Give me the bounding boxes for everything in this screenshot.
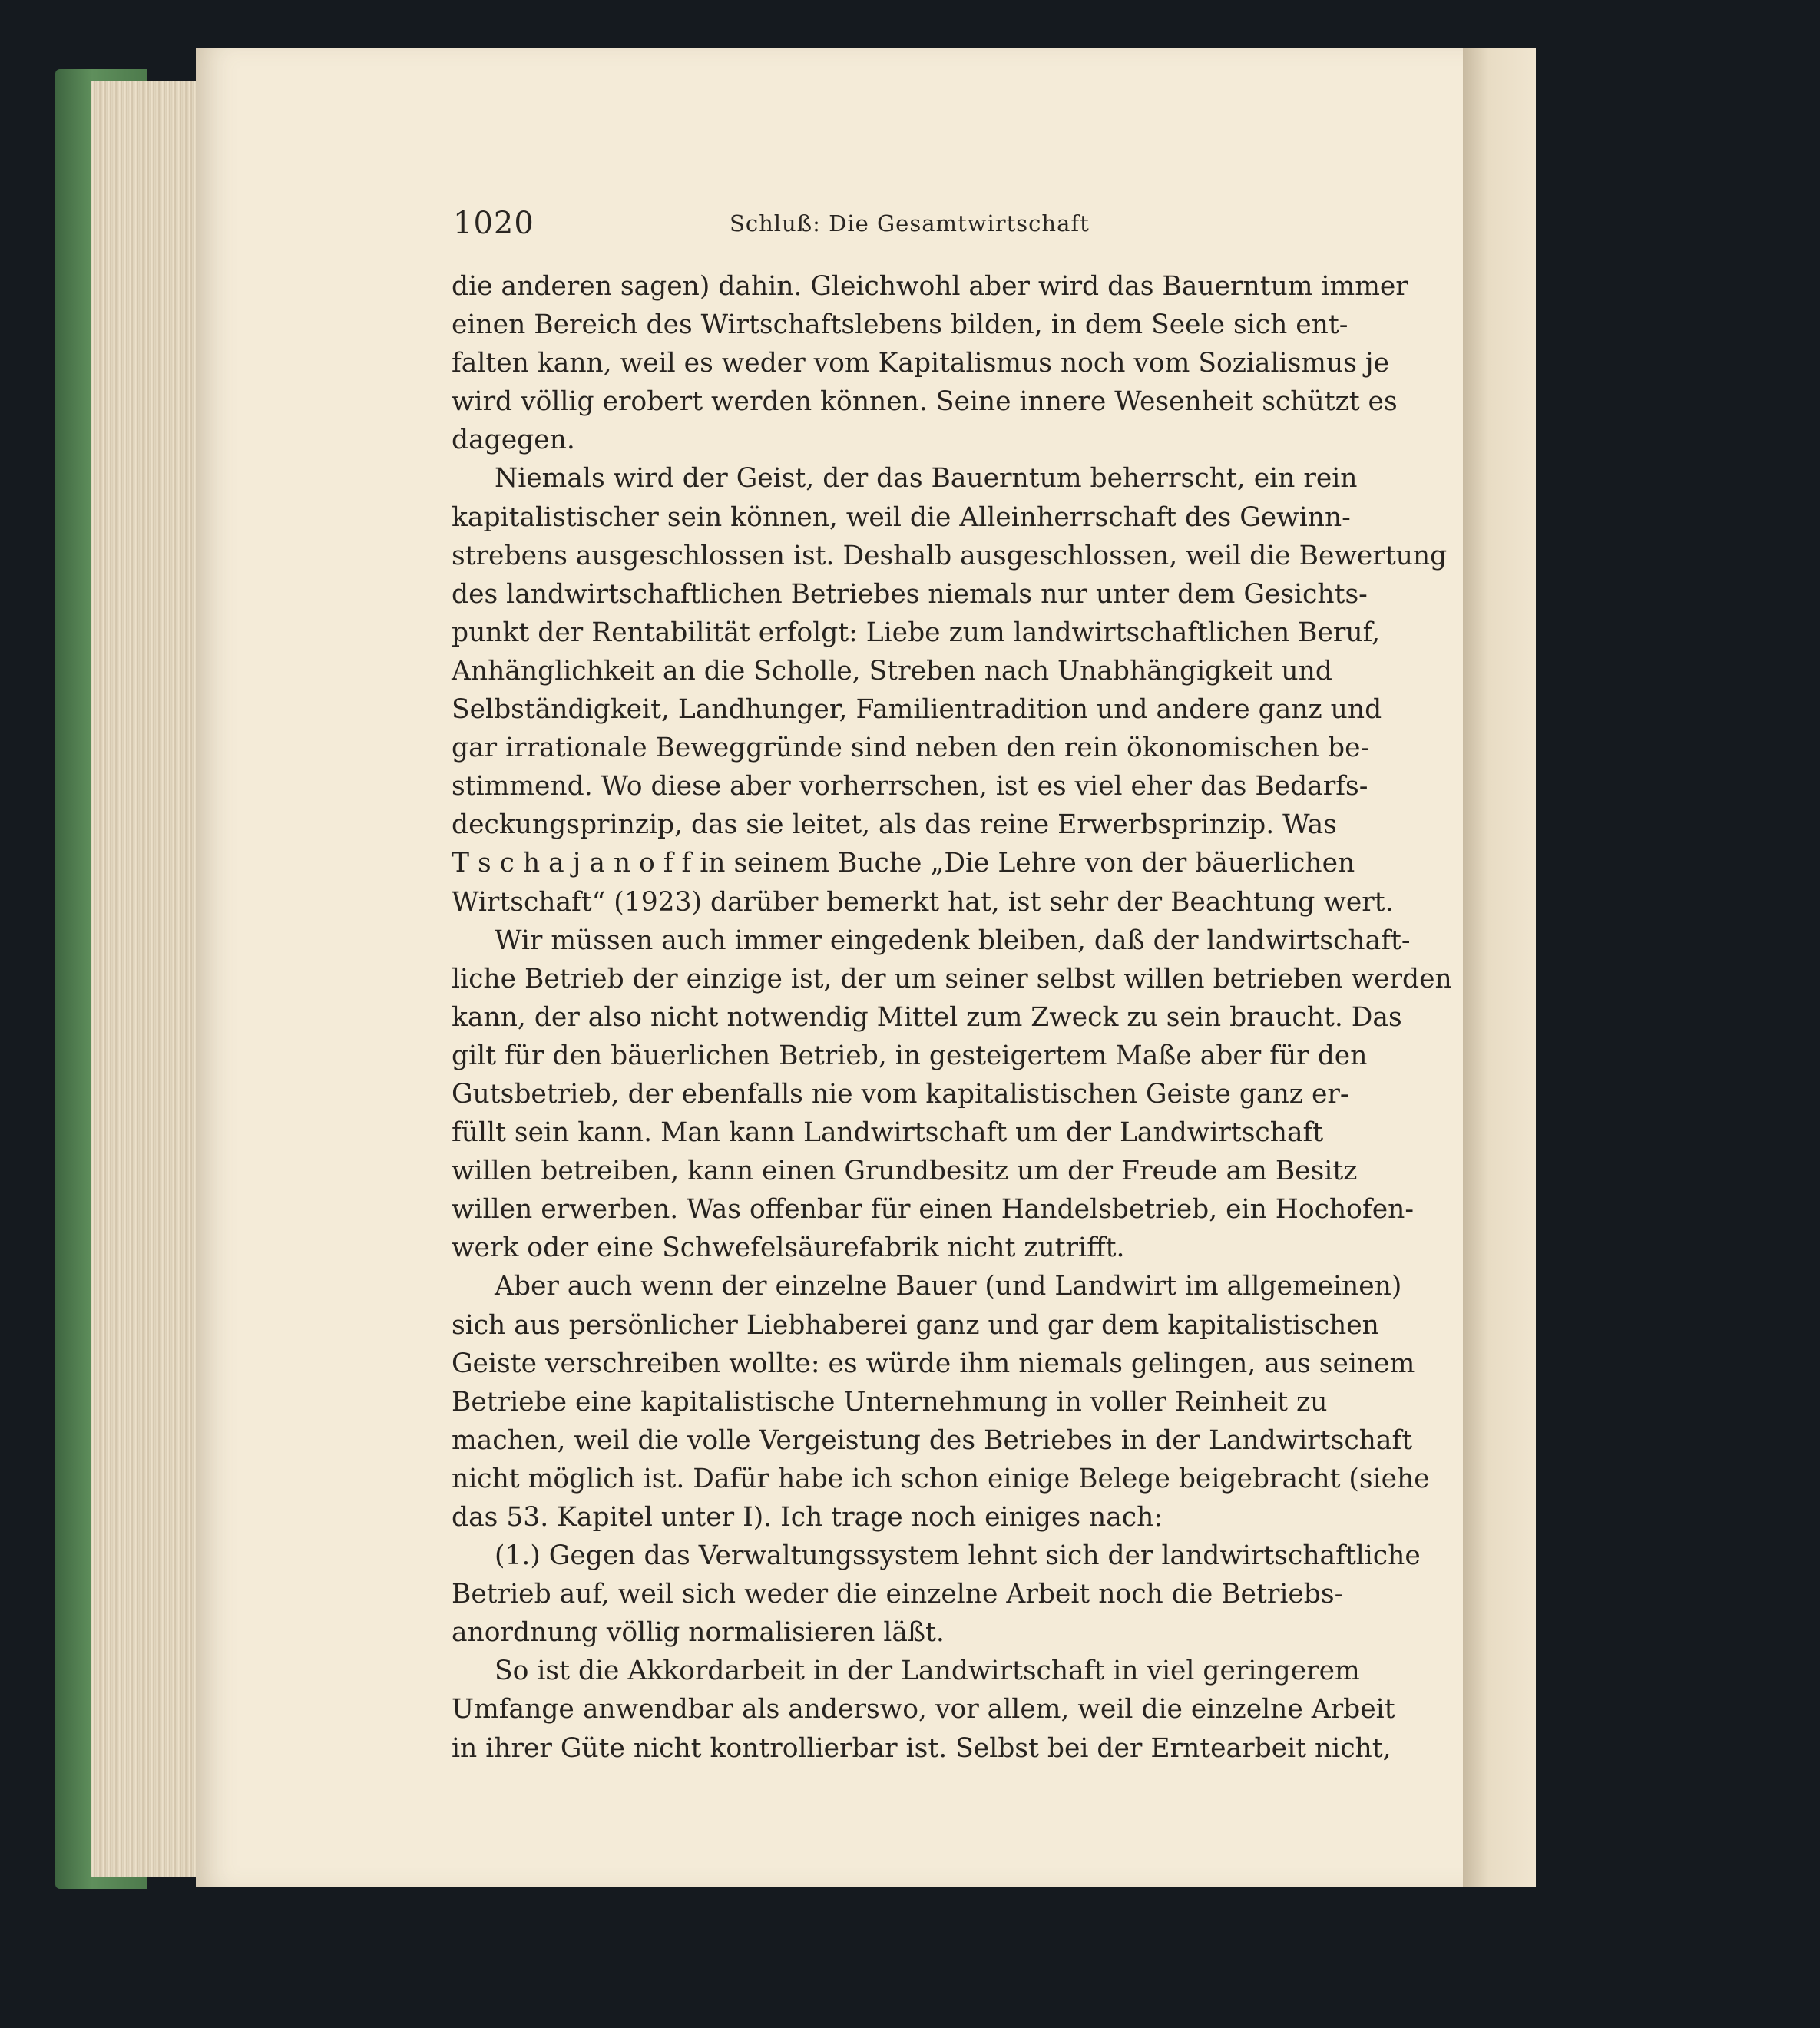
text-line: Umfange anwendbar als anderswo, vor allem, weil die einzelne Arbeit xyxy=(452,1694,1395,1725)
text-line: füllt sein kann. Man kann Landwirtschaft um der Landwirtschaft xyxy=(452,1117,1324,1149)
text-line: gar irrationale Beweggründe sind neben den rein ökonomischen be- xyxy=(452,733,1370,764)
text-line: machen, weil die volle Vergeistung des Betriebes in der Landwirtschaft xyxy=(452,1424,1413,1456)
text-line: Betrieb auf, weil sich weder die einzelne Arbeit noch die Betriebs- xyxy=(452,1579,1344,1610)
text-line: dagegen. xyxy=(452,425,575,456)
running-head: Schluß: Die Gesamtwirtschaft xyxy=(730,210,1090,237)
text-line: kann, der also nicht notwendig Mittel zum Zweck zu sein braucht. Das xyxy=(452,1001,1402,1033)
text-line: die anderen sagen) dahin. Gleichwohl aber wird das Bauerntum immer xyxy=(452,271,1408,302)
text-line: des landwirtschaftlichen Betriebes niemals nur unter dem Gesichts- xyxy=(452,578,1368,610)
body-text xyxy=(452,267,1452,1768)
text-line: So ist die Akkordarbeit in der Landwirtschaft in viel geringerem xyxy=(495,1656,1360,1687)
text-line: willen erwerben. Was offenbar für einen Handelsbetrieb, ein Hochofen- xyxy=(452,1194,1415,1226)
text-line: deckungsprinzip, das sie leitet, als das reine Erwerbsprinzip. Was xyxy=(452,809,1337,841)
text-line: (1.) Gegen das Verwaltungssystem lehnt sich der landwirtschaftliche xyxy=(495,1540,1421,1572)
text-line: Wir müssen auch immer eingedenk bleiben, daß der landwirtschaft- xyxy=(495,925,1411,956)
text-line: Betriebe eine kapitalistische Unternehmung in voller Reinheit zu xyxy=(452,1386,1328,1418)
text-line: gilt für den bäuerlichen Betrieb, in gesteigertem Maße aber für den xyxy=(452,1040,1368,1071)
text-line: T s c h a j a n o f f in seinem Buche „Die Lehre von der bäuerlichen xyxy=(452,848,1355,879)
text-line: nicht möglich ist. Dafür habe ich schon einige Belege beigebracht (siehe xyxy=(452,1463,1430,1494)
text-line: wird völlig erobert werden können. Seine innere Wesenheit schützt es xyxy=(452,386,1398,418)
text-line: anordnung völlig normalisieren läßt. xyxy=(452,1617,945,1649)
text-line: Wirtschaft“ (1923) darüber bemerkt hat, ist sehr der Beachtung wert. xyxy=(452,886,1394,918)
page-edges xyxy=(91,81,206,1877)
page-number: 1020 xyxy=(453,206,534,241)
text-line: Anhänglichkeit an die Scholle, Streben nach Unabhängigkeit und xyxy=(452,655,1332,686)
text-line: Geiste verschreiben wollte: es würde ihm niemals gelingen, aus seinem xyxy=(452,1348,1415,1379)
text-line: werk oder eine Schwefelsäurefabrik nicht zutrifft. xyxy=(452,1232,1125,1264)
text-line: falten kann, weil es weder vom Kapitalismus noch vom Sozialismus je xyxy=(452,348,1389,379)
text-line: willen betreiben, kann einen Grundbesitz um der Freude am Besitz xyxy=(452,1156,1358,1187)
text-line: das 53. Kapitel unter I). Ich trage noch einiges nach: xyxy=(452,1502,1163,1533)
text-line: Niemals wird der Geist, der das Bauerntum beherrscht, ein rein xyxy=(495,463,1358,495)
text-line: Aber auch wenn der einzelne Bauer (und Landwirt im allgemeinen) xyxy=(495,1271,1402,1302)
facing-page-edge xyxy=(1463,48,1536,1887)
text-line: einen Bereich des Wirtschaftslebens bilden, in dem Seele sich ent- xyxy=(452,309,1348,341)
text-line: sich aus persönlicher Liebhaberei ganz und gar dem kapitalistischen xyxy=(452,1309,1379,1341)
text-line: Selbständigkeit, Landhunger, Familientradition und andere ganz und xyxy=(452,694,1382,726)
text-line: in ihrer Güte nicht kontrollierbar ist. Selbst bei der Erntearbeit nicht, xyxy=(452,1732,1391,1764)
text-line: stimmend. Wo diese aber vorherrschen, ist es viel eher das Bedarfs- xyxy=(452,771,1368,802)
text-line: liche Betrieb der einzige ist, der um seiner selbst willen betrieben werden xyxy=(452,963,1452,994)
text-line: Gutsbetrieb, der ebenfalls nie vom kapitalistischen Geiste ganz er- xyxy=(452,1078,1349,1110)
text-line: strebens ausgeschlossen ist. Deshalb ausgeschlossen, weil die Bewertung xyxy=(452,540,1448,571)
text-line: punkt der Rentabilität erfolgt: Liebe zum landwirtschaftlichen Beruf, xyxy=(452,617,1381,648)
text-line: kapitalistischer sein können, weil die Alleinherrschaft des Gewinn- xyxy=(452,501,1351,533)
